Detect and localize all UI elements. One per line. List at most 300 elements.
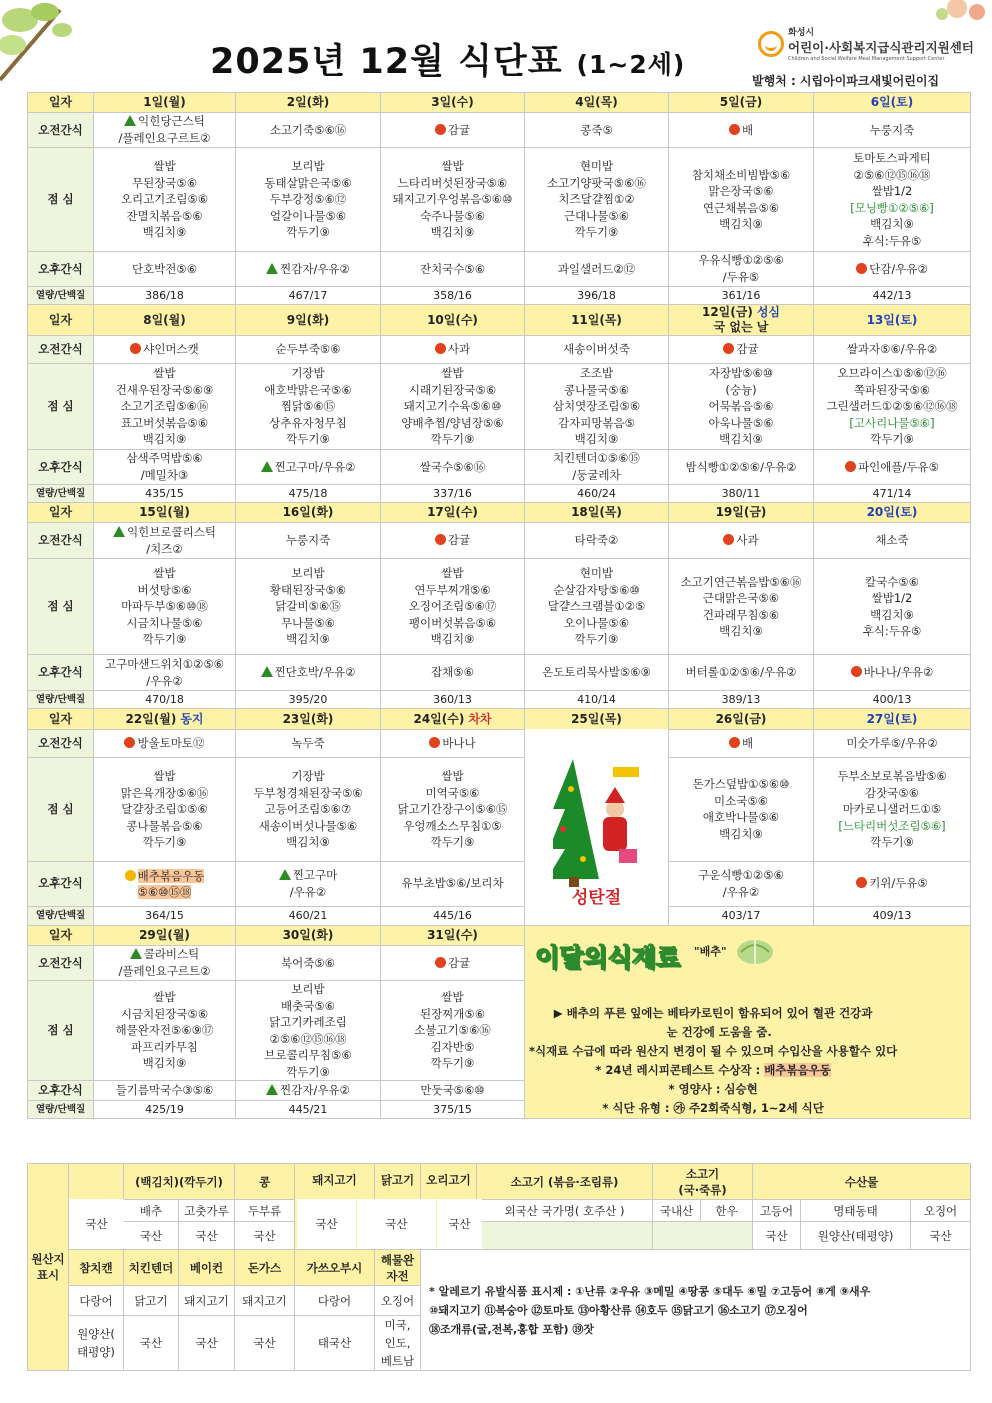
am-cell [669,730,814,758]
am-cell [381,523,525,559]
row-label-pm [28,450,94,485]
cell-text: 밤식빵①②⑤⑥/우유② [685,459,797,474]
kcal-cell [94,485,236,503]
date-row [28,926,971,946]
cell-text: 키위/두유⑤ [869,876,928,891]
am-cell [94,523,236,559]
cabbage-icon [735,936,775,966]
am-cell [381,336,525,364]
am-cell [94,113,236,148]
am-cell [525,113,669,148]
pm-cell [236,861,381,906]
origin-sub-cabbage: 배추 [124,1200,179,1222]
am-cell [94,336,236,364]
ingredient-title: 이달의식재료 [535,943,680,972]
cell-text: 4일(목) [575,95,618,109]
apple-icon [729,737,740,748]
origin-sub-pepper: 고춧가루 [179,1200,235,1222]
origin-val-rice: 국산 [69,1199,124,1249]
cell-text: 배 [741,122,754,137]
lunch-alt-note: [모닝빵①②⑤⑥] [850,200,934,215]
cell-text: 바나나 [442,736,476,751]
lunch-cell [236,559,381,655]
broccoli-icon [266,1084,278,1095]
broccoli-icon [130,948,142,959]
info-line [529,1004,897,1023]
kcal-cell [236,906,381,925]
lunch-cell [94,559,236,655]
cell-text: 방울토마토⑫ [137,736,205,751]
cell-text: 자장밥⑤⑥⑩ (숭늉) 어묵볶음⑤⑥ 아욱나물⑤⑥ 백김치⑨ [708,366,774,447]
cell-text: 삼색주먹밥⑤⑥ /메밀차③ [126,451,203,482]
kcal-cell [381,1101,525,1119]
row-label-pm [28,655,94,691]
origin-val2a-2: 돼지고기 [179,1286,235,1316]
cell-text: 누룽지죽 [285,533,331,547]
beef-foreign-label: 외국산 [504,1203,538,1218]
origin-val-mackerel: 국산 [753,1222,801,1250]
cell-text: 보리밥 배춧국⑤⑥ 닭고기카레조림 ②⑤⑥⑫⑮⑯⑱ 브로콜리무침⑤⑥ 깍두기⑨ [264,982,352,1079]
cell-text: 467/17 [288,289,328,302]
row-label-am [28,730,94,758]
info-line-text: * 영양사 : 심승현 [668,1082,758,1096]
pm-cell [236,1081,381,1101]
date-cell [381,503,525,523]
cell-text: 오전간식 [38,533,83,547]
apple-icon [130,343,141,354]
info-line [529,1061,897,1080]
lunch-cell [236,758,381,861]
lunch-tail: 깍두기⑨ [870,432,914,447]
cell-text: 403/17 [721,909,761,923]
kcal-cell [814,287,971,305]
apple-icon [435,534,446,545]
pm-cell [236,252,381,287]
cell-text: 쌀과자⑤⑥/우유② [846,342,938,356]
lunch-alt-note: [느타리버섯조림⑤⑥] [838,818,946,833]
cell-text: 녹두죽 [291,736,325,751]
cell-text: 10일(수) [427,312,478,327]
origin-val-cabbage: 국산 [124,1222,179,1250]
cell-text: 일자 [48,928,73,942]
pm-cell [94,1081,236,1101]
pm-cell [381,655,525,691]
pm-cell [669,450,814,485]
cell-text: 돈가스덮밥①⑤⑥⑩ 미소국⑤⑥ 애호박나물⑤⑥ 백김치⑨ [692,777,790,841]
cell-text: 새송이버섯죽 [563,342,630,356]
tree-branch-decoration [0,0,100,90]
origin-head-cutlet: 돈가스 [235,1250,295,1286]
cell-text: 칼국수⑤⑥ 쌀밥1/2 백김치⑨ 후식:두유⑤ [862,574,922,638]
cell-text: 사과 [736,533,759,547]
origin-head-tender: 치킨텐더 [124,1250,179,1286]
lunch-tail: 백김치⑨ 후식:두유⑤ [862,217,922,248]
cell-text: 감귤 [447,955,471,970]
pm-cell [814,450,971,485]
cell-text: 오후간식 [38,459,83,474]
cell-text: 442/13 [872,289,912,302]
kcal-cell [814,691,971,709]
date-cell [814,93,971,113]
origin-val2b-1: 국산 [124,1316,179,1371]
kcal-cell [525,485,669,503]
cell-text: 쌀밥 건새우된장국⑤⑥⑨ 소고기조림⑤⑥⑯ 표고버섯볶음⑤⑥ 백김치⑨ [115,366,214,447]
am-cell [669,113,814,148]
cell-text: 찐단호박/우유② [274,665,356,679]
kcal-cell [669,287,814,305]
lunch-cell [381,981,525,1081]
cell-text: 31일(수) [427,928,478,942]
kcal-cell [94,287,236,305]
date-cell [236,926,381,946]
kcal-row [28,287,971,305]
kcal-cell [236,287,381,305]
cell-text: 쌀밥 연두부찌개⑤⑥ 오징어조림⑤⑥⑰ 팽이버섯볶음⑤⑥ 백김치⑨ [408,566,497,647]
origin-val2b-2: 국산 [179,1316,235,1371]
cell-text: 보리밥 동태살맑은국⑤⑥ 두부강정⑤⑥⑫ 얼갈이나물⑤⑥ 깍두기⑨ [264,159,352,240]
origin-val-pollack: 원양산(태평양) [801,1222,911,1250]
holiday-body [525,729,668,925]
apple-icon [124,737,135,748]
date-note: 차차 [468,711,492,726]
cell-text: 435/15 [145,487,184,500]
origin-head-chicken: 닭고기 [375,1164,421,1250]
lunch-cell [814,364,971,450]
am-cell [814,336,971,364]
title-text: 2025년 12월 식단표 [210,42,563,82]
kcal-cell [669,906,814,925]
cell-text: 오므라이스①⑤⑥⑫⑯ 쪽파된장국⑤⑥ 그린샐러드①②⑤⑥⑫⑯⑱ [826,366,958,414]
ingredient-heading [535,936,775,972]
christmas-tree-icon [553,749,643,889]
origin-val-beef-soup [653,1222,753,1250]
origin-sub-beef-country [477,1200,653,1222]
date-cell-text [525,709,668,729]
cell-text: 1일(월) [143,95,186,109]
row-label-am [28,336,94,364]
cell-text: 24일(수) [413,711,465,726]
origin-head-bacon: 베이컨 [179,1250,235,1286]
date-cell [814,305,971,336]
am-cell [236,730,381,758]
row-label-pm [28,1081,94,1101]
cell-text: 단호박전⑤⑥ [131,261,198,276]
cell-text: 쌀밥 무된장국⑤⑥ 오리고기조림⑤⑥ 잔멸치볶음⑤⑥ 백김치⑨ [120,159,209,240]
kcal-cell [669,691,814,709]
row-label-lunch [28,758,94,861]
cell-text: 샤인머스캣 [143,342,199,356]
date-row [28,93,971,113]
info-line-text: * 식단 유형 : ㉮ 주2회죽식형, 1~2세 식단 [602,1101,824,1115]
kcal-cell [381,287,525,305]
origin-val-squid: 국산 [911,1222,971,1250]
date-cell [525,305,669,336]
cell-text: 15일(월) [139,505,190,519]
cell-text: 점 심 [47,801,74,816]
am-cell [94,730,236,758]
allergy-text: * 알레르기 유발식품 표시제 : ①난류 ②우유 ③메밀 ④땅콩 ⑤대두 ⑥밀 ⑦고등어 ⑧게 ⑨새우 ⑩돼지고기 ⑪복숭아 ⑫토마토 ⑬아황산류 ⑭호두 ⑮닭고기 ⑯소고기 ⑰오징어 ⑱조개류(굴,전복,홍합 포함) ⑲잣 [429,1284,871,1336]
origin-val2b-3: 국산 [235,1316,295,1371]
pm-cell [669,861,814,906]
am-cell [236,523,381,559]
origin-sub-pollack: 명태동태 [801,1200,911,1222]
broccoli-icon [261,461,273,472]
center-logo [758,25,974,62]
kcal-cell [525,691,669,709]
lunch-cell [236,364,381,450]
pm-row [28,450,971,485]
origin-head-beef-soup: 소고기 (국·죽류) [653,1164,753,1200]
logo-name: 어린이·사회복지급식관리지원센터 [788,40,974,55]
pm-cell [814,861,971,906]
cell-text: 쌀밥 느타리버섯된장국⑤⑥ 돼지고기우엉볶음⑤⑥⑩ 숙주나물⑤⑥ 백김치⑨ [392,159,513,240]
cell-text: 점 심 [47,1023,74,1037]
info-line [529,1080,897,1099]
cell-text: 오후간식 [38,665,83,679]
am-cell [94,946,236,981]
origin-val2a-1: 닭고기 [124,1286,179,1316]
kcal-row [28,691,971,709]
date-cell [94,926,236,946]
date-note: 동지 [180,711,204,726]
date-cell [381,926,525,946]
kcal-cell [381,485,525,503]
cell-text: 사과 [447,342,471,356]
cell-text: 364/15 [145,909,184,923]
row-label-lunch [28,559,94,655]
cell-text: 358/16 [433,289,472,302]
lunch-cell [814,758,971,861]
cell-text: 익힌브로콜리스틱 /치즈② [127,524,216,556]
broccoli-icon [113,526,125,537]
cell-text: 기장밥 두부청경채된장국⑤⑥ 고등어조림⑤⑥⑦ 새송이버섯나물⑤⑥ 백김치⑨ [253,769,363,850]
cell-text: 3일(수) [431,95,474,109]
cell-text: 361/16 [721,289,761,302]
lunch-alt-note: [고사리나물⑤⑥] [849,415,935,430]
origin-head-bean: 콩 [235,1164,295,1200]
cell-text: 460/24 [577,487,616,500]
cell-text: 2일(화) [286,95,330,109]
date-cell [236,709,381,730]
cell-text: 337/16 [433,487,472,500]
cell-text: 16일(화) [282,505,334,519]
cell-text: 점 심 [47,192,74,206]
cell-text: 410/14 [577,693,616,706]
cell-text: 감귤 [447,122,471,137]
cell-text: 배추볶음우동 ⑤⑥⑩⑮⑱ [137,868,205,899]
cell-text: 쌀국수⑤⑥⑯ [419,459,486,474]
cell-text: 389/13 [721,693,761,706]
pm-cell [94,252,236,287]
date-cell [525,93,669,113]
lunch-cell [94,981,236,1081]
cell-text: 400/13 [872,693,912,706]
kcal-cell [381,906,525,925]
origin-val-chicken: 국산 [357,1199,436,1249]
lunch-cell [525,364,669,450]
chef-icon [125,870,136,881]
cell-text: 온도토리묵사발⑤⑥⑨ [542,665,651,679]
am-row [28,730,971,758]
cell-text: 보리밥 황태된장국⑤⑥ 닭갈비⑤⑥⑮ 무나물⑤⑥ 백김치⑨ [269,566,347,647]
origin-val2b-0: 원양산( 태평양) [69,1316,124,1371]
lunch-cell [94,758,236,861]
origin-head-tuna: 참치캔 [69,1250,124,1286]
origin-label: 원산지 표시 [28,1164,69,1371]
am-cell [814,113,971,148]
cell-text: 375/15 [433,1103,472,1116]
page-title [210,34,685,84]
cell-text: 445/16 [433,909,472,923]
cell-text: 조조밥 콩나물국⑤⑥ 삼치엿장조림⑤⑥ 감자피망볶음⑤ 백김치⑨ [552,366,641,447]
info-line [529,1042,897,1061]
info-line [529,1099,897,1118]
lunch-cell [669,148,814,252]
date-cell [236,305,381,336]
cell-text: 열량/단백질 [35,488,86,499]
apple-icon [435,124,446,135]
row-label-am [28,523,94,559]
lunch-cell [381,148,525,252]
am-row [28,113,971,148]
cell-text: 27일(토) [866,711,918,726]
cell-text: 배 [741,736,754,751]
cell-text: 잡채⑤⑥ [431,665,474,679]
cell-text: 20일(토) [866,505,918,519]
cell-text: 콩죽⑤ [580,122,613,137]
row-label-date [28,503,94,523]
am-cell [236,113,381,148]
cell-text: 일자 [48,312,73,327]
date-cell [94,93,236,113]
pm-cell [669,252,814,287]
cell-text: 열량/단백질 [35,694,86,705]
cell-text: 콜라비스틱 /플레인요구르트② [118,947,211,978]
pm-cell [525,450,669,485]
cell-text: 460/21 [288,909,328,923]
cell-text: 360/13 [433,693,472,706]
origin-head-seafood: 수산물 [753,1164,971,1200]
origin-val2a-0: 다랑어 [69,1286,124,1316]
apple-icon [435,343,446,354]
info-line-text: ▶ 배추의 푸른 잎에는 베타카로틴이 함유되어 있어 혈관 건강과 [553,1006,873,1020]
pm-row [28,655,971,691]
allergy-notice [421,1250,971,1371]
origin-val-tofu: 국산 [235,1222,295,1250]
cell-text: 찐고구마 /우유② [289,867,338,899]
date-cell [94,709,236,730]
cell-text: 쌀밥 시래기된장국⑤⑥ 돼지고기수육⑤⑥⑩ 양배추찜/양념장⑤⑥ 깍두기⑨ [401,366,504,447]
row-label-kcal [28,485,94,503]
date-cell [381,93,525,113]
info-line-text: *식재료 수급에 따라 원산지 변경이 될 수 있으며 수입산을 사용할수 있다 [529,1044,898,1058]
cell-text: 구운식빵①②⑤⑥ /우유② [698,867,784,899]
cell-text: 소고기죽⑤⑥⑯ [269,122,347,137]
logo-city: 화성시 [788,28,815,38]
cell-text: 찐고구마/우유② [274,459,356,474]
row-label-kcal [28,906,94,925]
am-cell [236,336,381,364]
kcal-cell [236,1101,381,1119]
ingredient-info-text [529,1004,897,1118]
cell-text: 26일(금) [715,711,767,726]
row-label-pm [28,861,94,906]
cell-text: 475/18 [288,487,328,500]
row-label-kcal [28,1101,94,1119]
origin-head-pork: 돼지고기 [295,1164,375,1250]
am-cell [525,336,669,364]
lunch-cell [236,981,381,1081]
origin-val2b-4: 태국산 [295,1316,375,1371]
cell-text: 8일(월) [143,312,186,327]
am-cell [814,730,971,758]
cell-text: 감귤 [447,533,471,547]
apple-icon [856,877,867,888]
date-cell [94,305,236,336]
cell-text: 18일(목) [571,505,622,519]
smile-logo-icon [758,31,784,57]
lunch-cell [525,148,669,252]
cell-text: 미숫가루⑤/우유② [846,736,938,751]
beef-country-label: 국가명( 호주산 ) [541,1203,625,1218]
date-cell [236,93,381,113]
row-label-date [28,926,94,946]
kcal-cell [669,485,814,503]
cell-text: 386/18 [145,289,184,302]
origin-sub-tofu: 두부류 [235,1200,295,1222]
lunch-cell [669,364,814,450]
kcal-cell [814,906,971,925]
cell-text: 쌀밥 미역국⑤⑥ 닭고기간장구이⑤⑥⑮ 우엉깨소스무침①⑤ 깍두기⑨ [397,769,508,850]
kcal-cell [525,287,669,305]
cell-text: 일자 [48,711,73,726]
cell-text: 30일(화) [282,928,334,942]
pm-cell [669,655,814,691]
kcal-cell [94,1101,236,1119]
cell-text: 23일(화) [282,711,334,726]
lunch-cell [669,758,814,861]
lunch-cell [381,758,525,861]
pm-cell [814,655,971,691]
origin-head-katsuobushi: 가쓰오부시 [295,1250,375,1286]
origin-val-duck: 국산 [437,1199,482,1249]
cell-text: 찐감자/우유② [280,261,350,276]
cell-text: 우유식빵①②⑤⑥ /두유⑤ [698,253,784,284]
pm-cell [94,861,236,906]
apple-icon [429,737,440,748]
am-cell [525,523,669,559]
row-label-am [28,113,94,148]
cell-text: 19일(금) [715,505,767,519]
date-cell [381,305,525,336]
pm-cell [381,861,525,906]
cell-text: 오전간식 [38,342,83,356]
am-cell [381,946,525,981]
row-label-pm [28,252,94,287]
holiday-label: 성탄절 [571,888,622,908]
lunch-cell [381,559,525,655]
cell-text: 471/14 [872,487,912,500]
cell-text: 토마토스파게티 ②⑤⑥⑫⑮⑯⑱ 쌀밥1/2 [853,151,931,198]
cell-text: 참치채소비빔밥⑤⑥ 맑은장국⑤⑥ 연근채볶음⑤⑥ 백김치⑨ [691,167,791,231]
origin-val2a-5: 오징어 [375,1286,421,1316]
am-cell [236,946,381,981]
monthly-ingredient-panel [525,926,971,1119]
date-cell [669,93,814,113]
cell-text: 순두부죽⑤⑥ [275,342,341,356]
award-menu: 배추볶음우동 [764,1063,831,1077]
cell-text: 열량/단백질 [35,910,86,922]
